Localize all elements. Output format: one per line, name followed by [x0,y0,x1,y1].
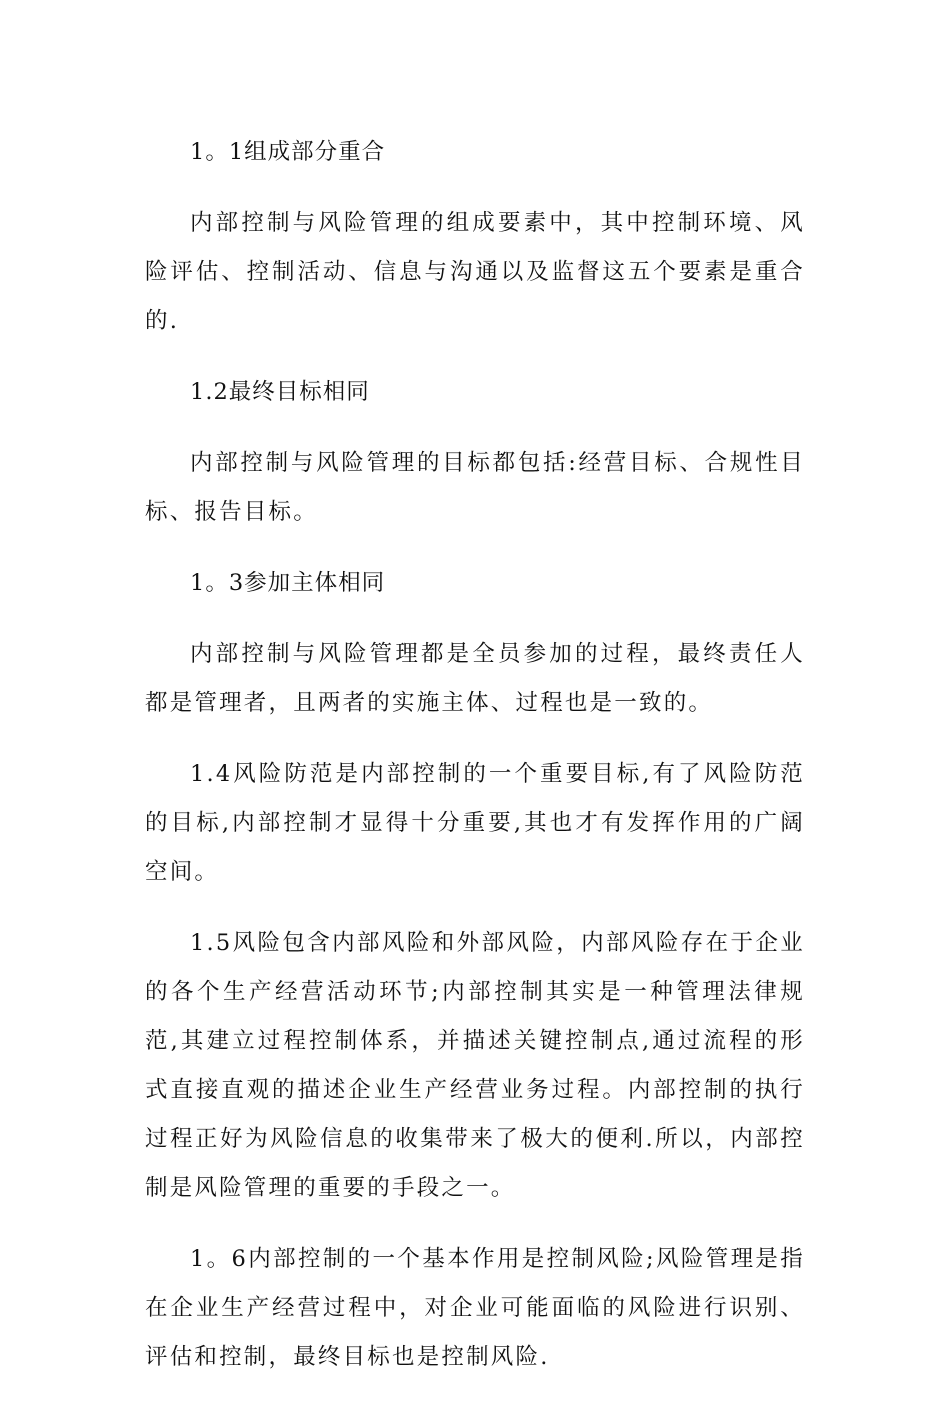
paragraph-1-6: 1。6内部控制的一个基本作用是控制风险;风险管理是指在企业生产经营过程中，对企业可能面临的风险进行识别、评估和控制，最终目标也是控制风险. [145,1246,805,1370]
section-heading-1-3: 1。3参加主体相同 [190,570,386,596]
paragraph-1-5: 1.5风险包含内部风险和外部风险，内部风险存在于企业的各个生产经营活动环节;内部控制其实是一种管理法律规范,其建立过程控制体系，并描述关键控制点,通过流程的形式直接直观的描述企业生产经营业务过程。内部控制的执行过程正好为风险信息的收集带来了极大的便利.所以，内部控制是风险管理的重要的手段之一。 [145,930,805,1201]
paragraph-1-1: 内部控制与风险管理的组成要素中，其中控制环境、风险评估、控制活动、信息与沟通以及监督这五个要素是重合的. [145,210,805,334]
section-heading-1-1: 1。1组成部分重合 [190,139,386,165]
paragraph-1-4: 1.4风险防范是内部控制的一个重要目标,有了风险防范的目标,内部控制才显得十分重要,其也才有发挥作用的广阔空间。 [145,761,805,885]
section-heading-1-2: 1.2最终目标相同 [190,379,370,405]
paragraph-1-3: 内部控制与风险管理都是全员参加的过程，最终责任人都是管理者，且两者的实施主体、过程也是一致的。 [145,641,805,716]
document-body [145,128,805,1404]
paragraph-1-2: 内部控制与风险管理的目标都包括:经营目标、合规性目标、报告目标。 [145,450,805,525]
